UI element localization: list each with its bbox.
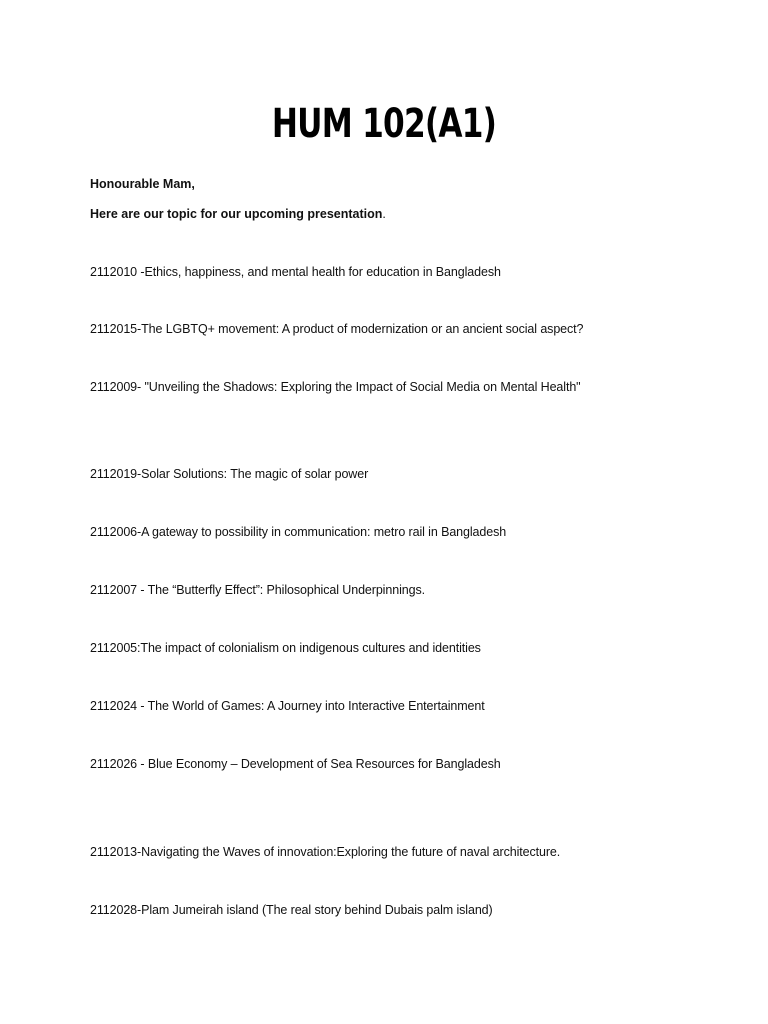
intro-bold-text: Here are our topic for our upcoming presentation [90, 207, 383, 221]
intro-period: . [382, 207, 386, 221]
document-title: HUM 102(A1) [271, 101, 497, 147]
topic-item: 2112015-The LGBTQ+ movement: A product of modernization or an ancient social aspect? [90, 322, 584, 336]
topic-item: 2112028-Plam Jumeirah island (The real story behind Dubais palm island) [90, 903, 493, 917]
topic-item: 2112013-Navigating the Waves of innovation:Exploring the future of naval architecture. [90, 845, 561, 859]
topic-item: 2112005:The impact of colonialism on indigenous cultures and identities [90, 641, 481, 655]
topic-item: 2112026 - Blue Economy – Development of Sea Resources for Bangladesh [90, 757, 501, 771]
topic-item: 2112009- "Unveiling the Shadows: Exploring the Impact of Social Media on Mental Health" [90, 380, 581, 394]
topic-item: 2112007 - The “Butterfly Effect”: Philosophical Underpinnings. [90, 583, 425, 597]
topic-item: 2112010 -Ethics, happiness, and mental health for education in Bangladesh [90, 265, 501, 279]
topic-item: 2112019-Solar Solutions: The magic of solar power [90, 467, 369, 481]
greeting-text: Honourable Mam, [90, 177, 195, 191]
topic-item: 2112006-A gateway to possibility in communication: metro rail in Bangladesh [90, 525, 507, 539]
topic-item: 2112024 - The World of Games: A Journey into Interactive Entertainment [90, 699, 485, 713]
intro-text [90, 207, 386, 221]
